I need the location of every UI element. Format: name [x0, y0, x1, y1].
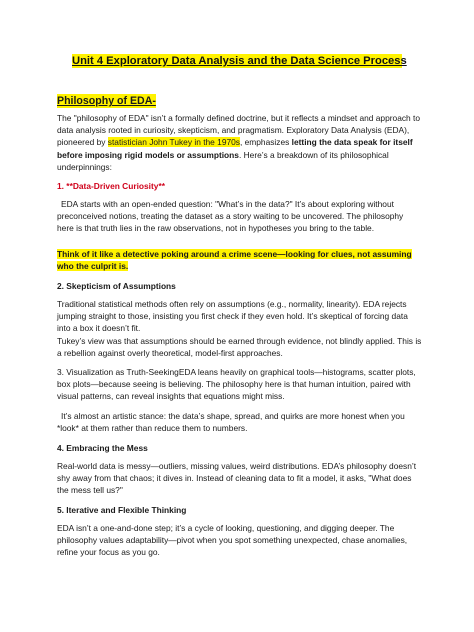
intro-text-2: , emphasizes: [239, 137, 292, 148]
section-5-paragraph: EDA isn’t a one-and-done step; it’s a cycle of looking, questioning, and digging deeper. The philosophy values adaptability—pivot when you spot something unexpected, chase anomalies, refine your focus as you go.: [57, 523, 408, 558]
section-2-paragraph-1: Traditional statistical methods often rely on assumptions (e.g., normality, linearity). EDA rejects jumping straight to those, insisting you first check if they even hold. It’s skeptical of forcing data into a box it doesn’t fit.: [57, 299, 408, 334]
section-1-heading: 1. **Data-Driven Curiosity**: [57, 181, 165, 191]
section-3-paragraph-2: It’s almost an artistic stance: the data’s shape, spread, and quirks are more honest when you *look* at them rather than reduce them to numbers.: [57, 411, 405, 434]
section-2-heading: 2. Skepticism of Assumptions: [57, 281, 176, 291]
section-4-heading: 4. Embracing the Mess: [57, 443, 148, 453]
intro-paragraph: [57, 112, 422, 173]
section-heading: Philosophy of EDA-: [57, 95, 156, 107]
section-5-heading: 5. Iterative and Flexible Thinking: [57, 505, 187, 515]
intro-highlight: statistician John Tukey in the 1970s: [107, 137, 240, 148]
document-title: Unit 4 Exploratory Data Analysis and the Data Science Process: [72, 55, 407, 67]
section-1-paragraph: EDA starts with an open-ended question: "What’s in the data?" It’s about exploring without preconceived notions, treating the dataset as a story waiting to be uncovered. The philosophy here is that truth lies in the raw observations, not in hypotheses you bring to the table.: [57, 199, 404, 234]
section-1-highlight-text: Think of it like a detective poking around a crime scene—looking for clues, not assuming who the culprit is.: [57, 249, 412, 272]
section-4-paragraph: Real-world data is messy—outliers, missing values, weird distributions. EDA’s philosophy doesn’t shy away from that chaos; it dives in. Instead of cleaning data to fit a model, it asks, "What does the mess tell us?": [57, 461, 417, 496]
section-3-paragraph-1: 3. Visualization as Truth-SeekingEDA leans heavily on graphical tools—histograms, scatter plots, box plots—because seeing is believing. The philosophy here is that human intuition, paired with visual patterns, can reveal insights that equations might miss.: [57, 367, 416, 402]
intro-text-1: The "philosophy of EDA" isn’t a formally defined doctrine, but it reflects a mindset and approach to data analysis rooted in curiosity, skepticism, and pragmatism. Exploratory Data Analysis (EDA), pioneered by: [57, 113, 421, 148]
section-1-highlight: [57, 248, 422, 272]
intro-text-3: . Here’s a breakdown of its philosophical underpinnings:: [57, 149, 389, 172]
section-2-paragraph-2: Tukey’s view was that assumptions should be earned through evidence, not blindly applied. This is a rebellion against overly theoretical, model-first approaches.: [57, 336, 422, 359]
intro-bold: letting the data speak for itself before imposing rigid models or assumptions: [57, 137, 413, 160]
